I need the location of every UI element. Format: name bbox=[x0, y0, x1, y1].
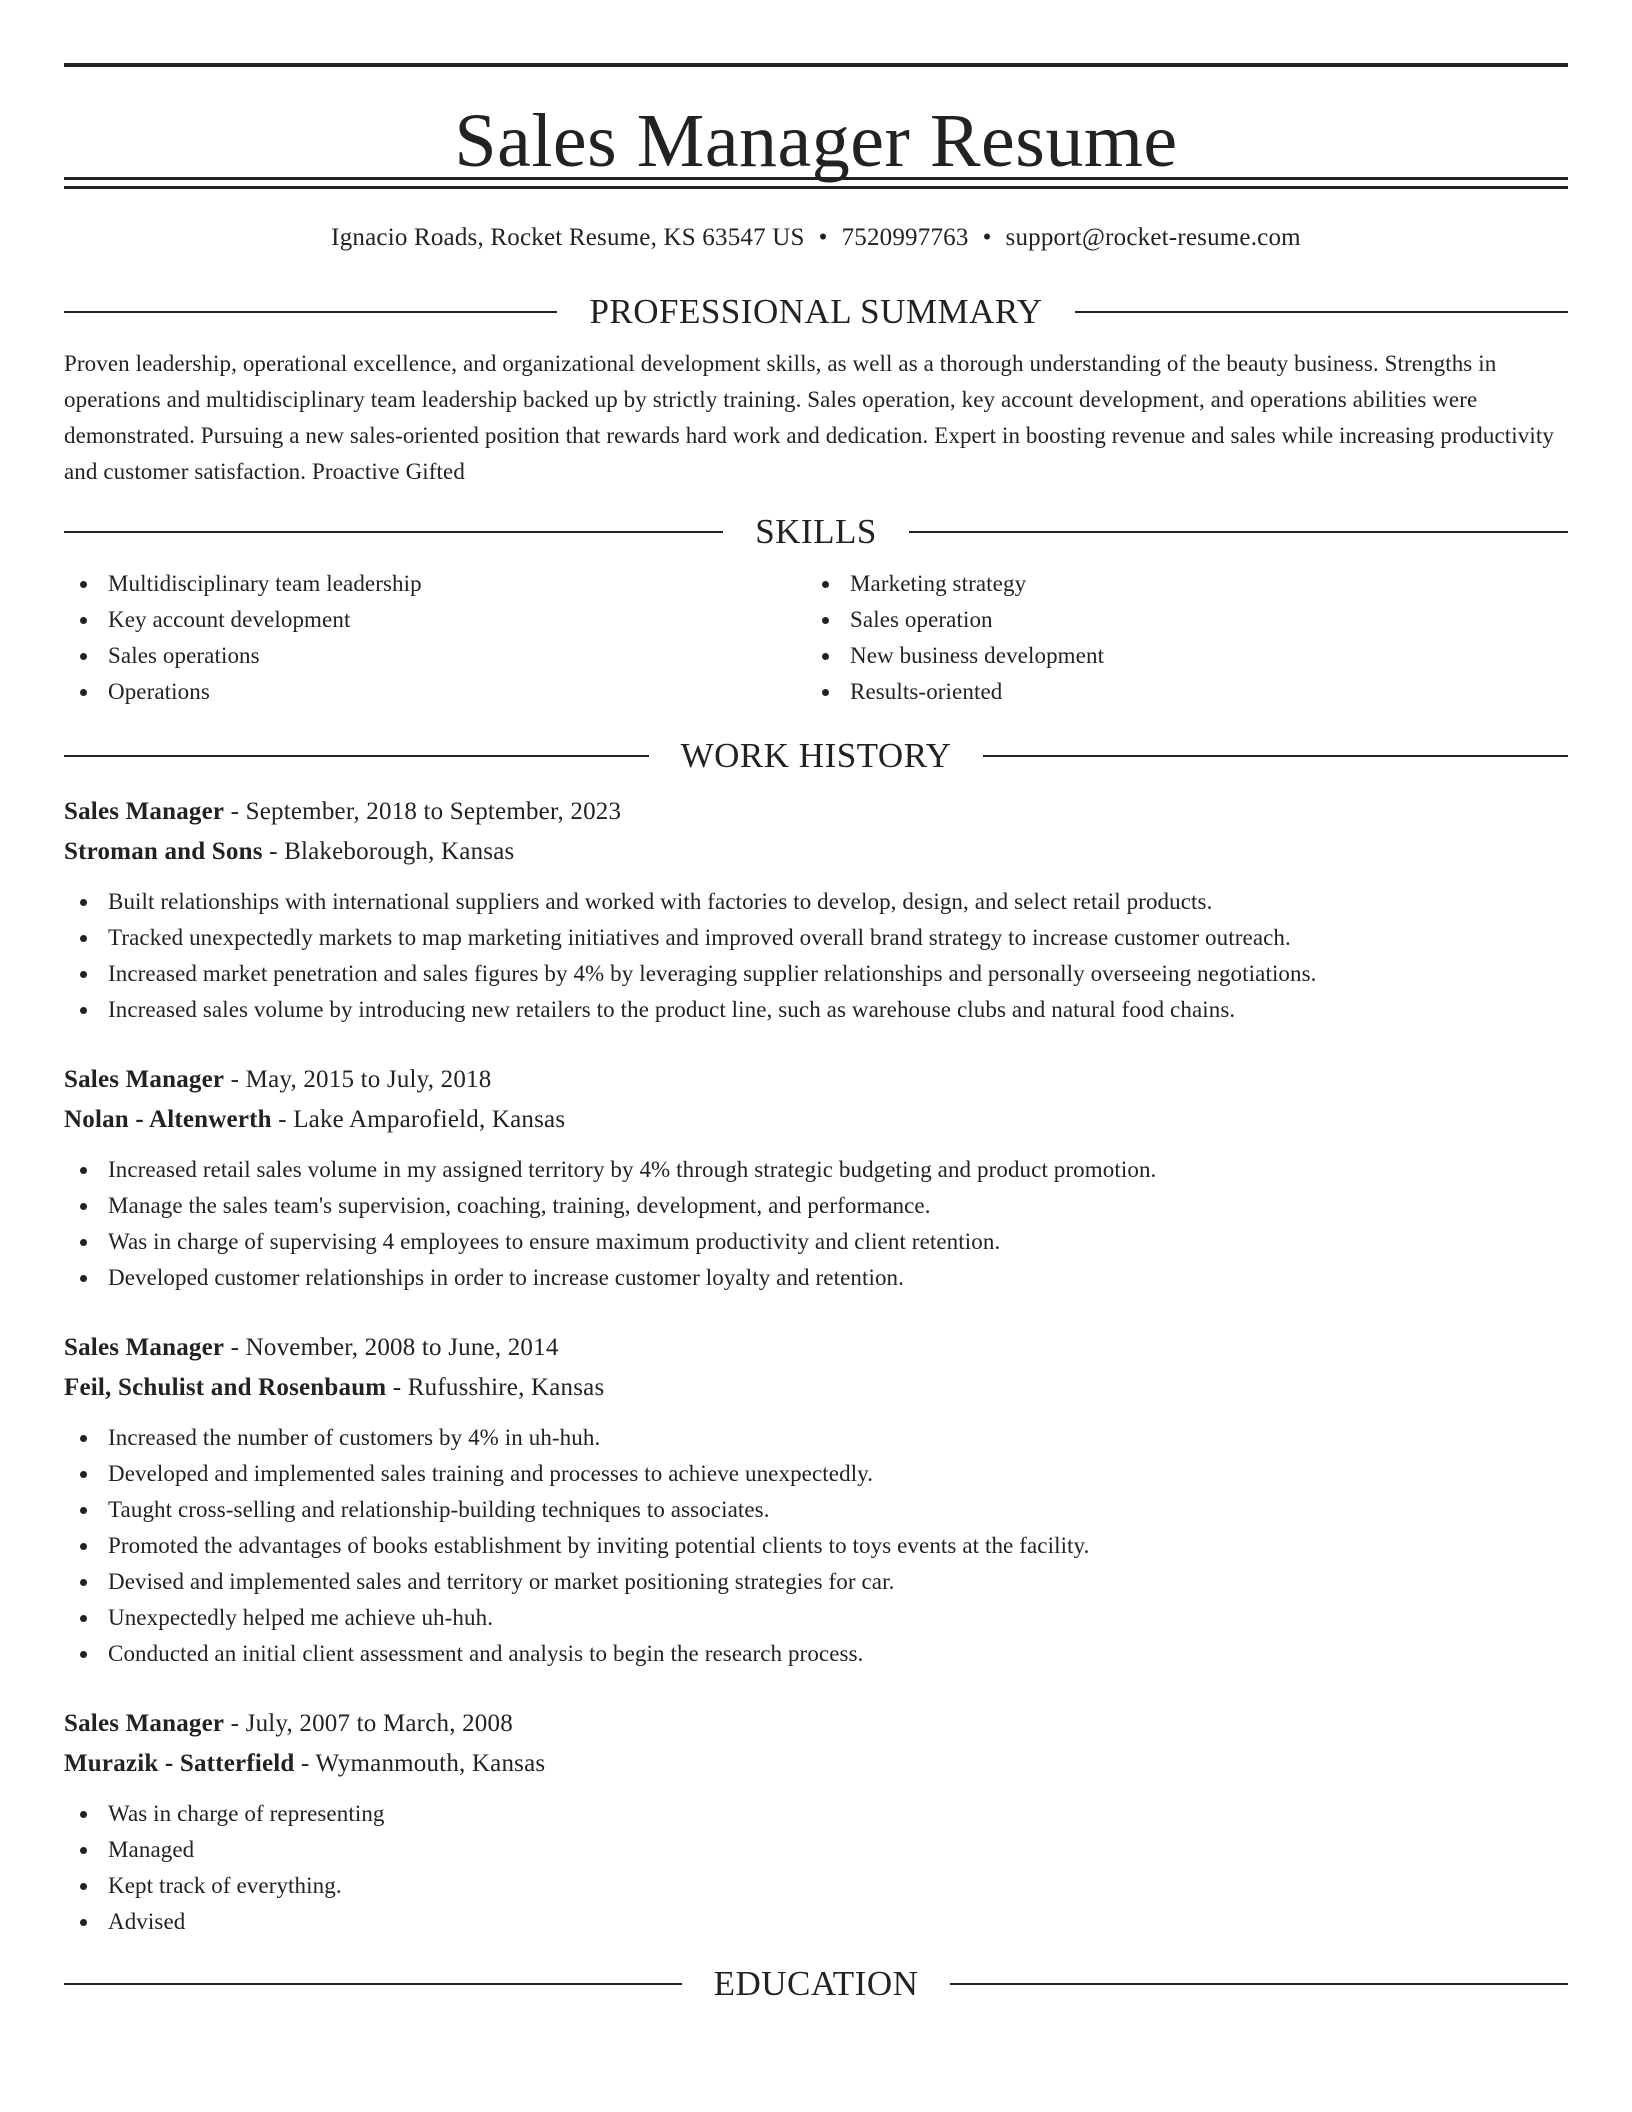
job-bullet: Tracked unexpectedly markets to map marketing initiatives and improved overall brand strategy to increase customer outreach. bbox=[64, 920, 1568, 956]
job-bullet: Was in charge of representing bbox=[64, 1796, 1568, 1832]
job-bullet: Taught cross-selling and relationship-building techniques to associates. bbox=[64, 1492, 1568, 1528]
section-heading-work-history bbox=[64, 734, 1568, 778]
job-bullet: Conducted an initial client assessment and analysis to begin the research process. bbox=[64, 1636, 1568, 1672]
job-entry bbox=[64, 792, 1568, 1028]
job-company-line bbox=[64, 1100, 1568, 1140]
resume-title: Sales Manager Resume bbox=[454, 99, 1178, 183]
resume-page bbox=[64, 0, 1568, 2006]
job-title-line bbox=[64, 792, 1568, 832]
job-location: - Blakeborough, Kansas bbox=[262, 838, 515, 865]
job-bullet: Advised bbox=[64, 1904, 1568, 1940]
job-title: Sales Manager bbox=[64, 1334, 225, 1361]
job-entry bbox=[64, 1060, 1568, 1296]
job-bullet: Promoted the advantages of books establishment by inviting potential clients to toys events at the facility. bbox=[64, 1528, 1568, 1564]
skills-list-left bbox=[64, 566, 806, 710]
job-bullet: Unexpectedly helped me achieve uh-huh. bbox=[64, 1600, 1568, 1636]
job-location: - Wymanmouth, Kansas bbox=[294, 1750, 546, 1777]
section-heading-skills bbox=[64, 510, 1568, 554]
separator-dot: • bbox=[818, 224, 828, 251]
contact-line bbox=[64, 222, 1568, 254]
job-entry bbox=[64, 1328, 1568, 1672]
job-bullets bbox=[64, 1796, 1568, 1940]
skill-item: Operations bbox=[64, 674, 806, 710]
job-bullet: Managed bbox=[64, 1832, 1568, 1868]
skill-item: Key account development bbox=[64, 602, 806, 638]
job-company: Nolan - Altenwerth bbox=[64, 1106, 272, 1133]
job-company-line bbox=[64, 832, 1568, 872]
contact-email: support@rocket-resume.com bbox=[1005, 224, 1301, 251]
heading-rule bbox=[64, 531, 723, 533]
skill-item: Sales operations bbox=[64, 638, 806, 674]
job-bullet: Manage the sales team's supervision, coaching, training, development, and performance. bbox=[64, 1188, 1568, 1224]
job-dates: - May, 2015 to July, 2018 bbox=[224, 1066, 492, 1093]
heading-rule bbox=[64, 755, 649, 757]
job-bullet: Devised and implemented sales and territory or market positioning strategies for car. bbox=[64, 1564, 1568, 1600]
job-company-line bbox=[64, 1368, 1568, 1408]
section-title: EDUCATION bbox=[713, 1964, 919, 2003]
job-bullet: Increased market penetration and sales figures by 4% by leveraging supplier relationships and personally overseeing negotiations. bbox=[64, 956, 1568, 992]
section-title: SKILLS bbox=[755, 512, 877, 551]
job-bullet: Was in charge of supervising 4 employees to ensure maximum productivity and client retention. bbox=[64, 1224, 1568, 1260]
section-title: WORK HISTORY bbox=[680, 736, 952, 775]
skill-item: New business development bbox=[806, 638, 1548, 674]
job-dates: - November, 2008 to June, 2014 bbox=[224, 1334, 559, 1361]
job-bullet: Kept track of everything. bbox=[64, 1868, 1568, 1904]
job-title: Sales Manager bbox=[64, 1066, 225, 1093]
job-location: - Lake Amparofield, Kansas bbox=[271, 1106, 566, 1133]
contact-address: Ignacio Roads, Rocket Resume, KS 63547 US bbox=[331, 224, 805, 251]
job-company: Stroman and Sons bbox=[64, 838, 263, 865]
job-company: Feil, Schulist and Rosenbaum bbox=[64, 1374, 387, 1401]
job-bullet: Increased the number of customers by 4% in uh-huh. bbox=[64, 1420, 1568, 1456]
job-location: - Rufusshire, Kansas bbox=[386, 1374, 605, 1401]
skill-item: Marketing strategy bbox=[806, 566, 1548, 602]
job-bullets bbox=[64, 1420, 1568, 1672]
skill-item: Results-oriented bbox=[806, 674, 1548, 710]
job-bullets bbox=[64, 1152, 1568, 1296]
job-title: Sales Manager bbox=[64, 1710, 225, 1737]
job-bullet: Developed customer relationships in order to increase customer loyalty and retention. bbox=[64, 1260, 1568, 1296]
job-bullets bbox=[64, 884, 1568, 1028]
summary-text: Proven leadership, operational excellence, and organizational development skills, as well as a thorough understanding of the beauty business. Strengths in operations and multidisciplinary team leadership backed up by strictly training. Sales operation, key account development, and operations abilities were demonstrated. Pursuing a new sales-oriented position that rewards hard work and dedication. Expert in boosting revenue and sales while increasing productivity and customer satisfaction. Proactive Gifted bbox=[64, 351, 1554, 484]
job-entry bbox=[64, 1704, 1568, 1940]
skills-list-right bbox=[806, 566, 1548, 710]
job-company-line bbox=[64, 1744, 1568, 1784]
job-title-line bbox=[64, 1060, 1568, 1100]
job-dates: - September, 2018 to September, 2023 bbox=[224, 798, 622, 825]
contact-phone: 7520997763 bbox=[841, 224, 969, 251]
skill-item: Multidisciplinary team leadership bbox=[64, 566, 806, 602]
job-bullet: Increased retail sales volume in my assigned territory by 4% through strategic budgeting and product promotion. bbox=[64, 1152, 1568, 1188]
job-company: Murazik - Satterfield bbox=[64, 1750, 295, 1777]
job-title: Sales Manager bbox=[64, 798, 225, 825]
job-title-line bbox=[64, 1328, 1568, 1368]
heading-rule bbox=[950, 1983, 1568, 1985]
job-bullet: Built relationships with international suppliers and worked with factories to develop, design, and select retail products. bbox=[64, 884, 1568, 920]
skills-columns bbox=[64, 566, 1568, 710]
job-bullet: Developed and implemented sales training and processes to achieve unexpectedly. bbox=[64, 1456, 1568, 1492]
job-bullet: Increased sales volume by introducing new retailers to the product line, such as warehouse clubs and natural food chains. bbox=[64, 992, 1568, 1028]
heading-rule bbox=[983, 755, 1568, 757]
section-heading-education bbox=[64, 1962, 1568, 2006]
heading-rule bbox=[64, 1983, 682, 1985]
section-title: PROFESSIONAL SUMMARY bbox=[589, 292, 1043, 331]
heading-rule bbox=[909, 531, 1568, 533]
section-heading-summary bbox=[64, 290, 1568, 334]
job-title-line bbox=[64, 1704, 1568, 1744]
job-dates: - July, 2007 to March, 2008 bbox=[224, 1710, 513, 1737]
separator-dot: • bbox=[982, 224, 992, 251]
heading-rule bbox=[64, 311, 557, 313]
heading-rule bbox=[1075, 311, 1568, 313]
skill-item: Sales operation bbox=[806, 602, 1548, 638]
